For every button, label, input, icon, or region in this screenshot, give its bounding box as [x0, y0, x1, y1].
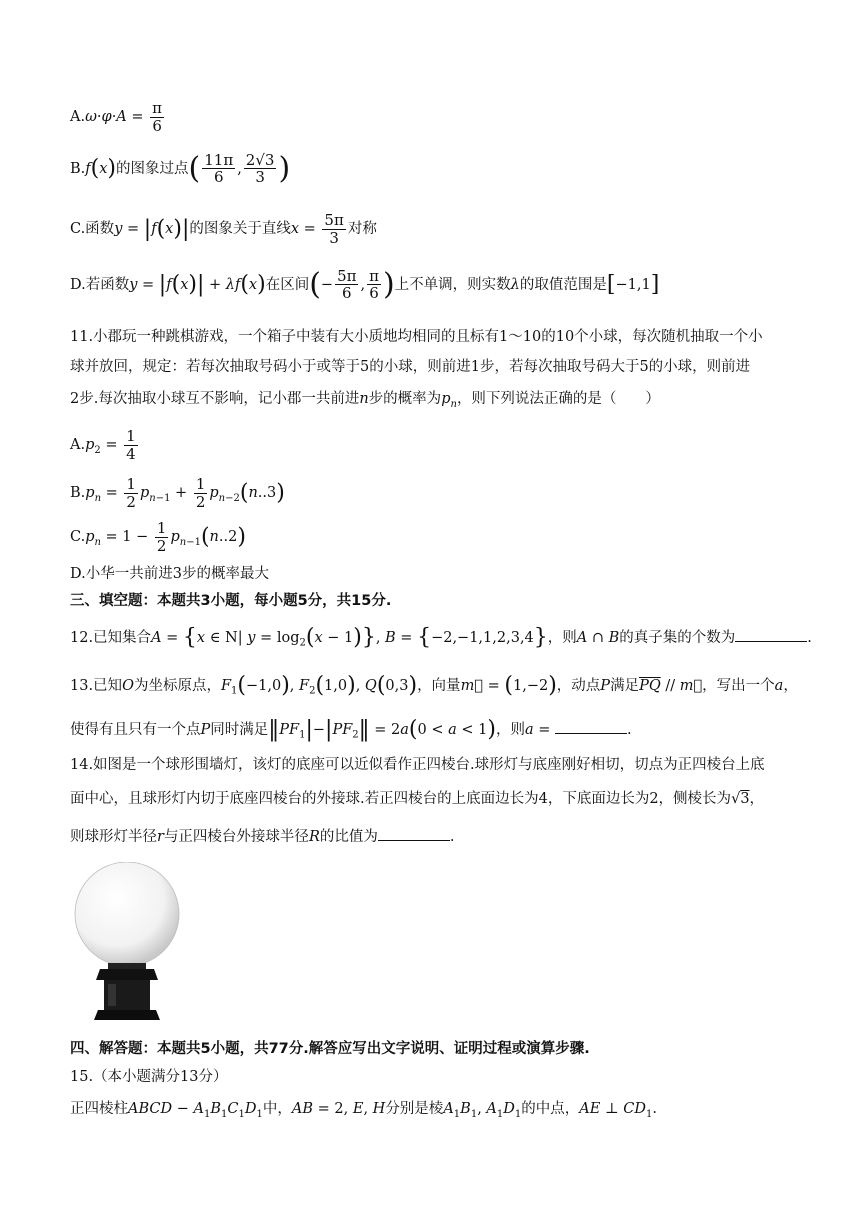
q10-option-c: C.函数y = |f(x)|的图象关于直线x = $\frac{5\pi}{3}$ 对称: [70, 211, 377, 247]
q10-option-b: B.f(x)的图象过点( $\frac{11\pi}{6}$ , $\frac{2√3}{3}$ ): [70, 150, 291, 187]
answer-blank: [735, 640, 807, 642]
q11-line-3: 2步.每次抽取小球互不影响，记小郡一共前进n步的概率为$p_n$，则下列说法正确的是（ ）: [70, 391, 660, 410]
q14-line-3: 则球形灯半径r与正四棱台外接球半径R的比值为 .: [70, 829, 455, 845]
q15-line-1: 正四棱柱ABCD − $A_1B_1C_1D_1$中，AB = 2, E, H分别是棱$A_1B_1$, $A_1D_1$的中点，AE ⊥ $CD_1$.: [70, 1101, 657, 1120]
section-4-heading: 四、解答题：本题共5小题，共77分.解答应写出文字说明、证明过程或演算步骤.: [70, 1041, 590, 1057]
q10-option-a: A.ω·φ·A = $\frac{\pi}{6}$: [70, 99, 163, 135]
q15-header: 15.（本小题满分13分）: [70, 1069, 228, 1085]
globe-lamp-figure: [70, 862, 190, 1022]
q11-line-1: 11.小郡玩一种跳棋游戏，一个箱子中装有大小质地均相同的且标有1～10的10个小球，每次随机抽取一个小: [70, 329, 763, 345]
q11-line-2: 球并放回，规定：若每次抽取号码小于或等于5的小球，则前进1步，若每次抽取号码大于5的小球，则前进: [70, 359, 751, 375]
q14-line-1: 14.如图是一个球形围墙灯，该灯的底座可以近似看作正四棱台.球形灯与底座刚好相切，切点为正四棱台上底: [70, 757, 765, 773]
q13-line-2: 使得有且只有一个点P同时满足$‖PF_1|-|PF_2‖ = 2a(0 < a < 1)$，则a = .: [70, 717, 632, 742]
q11-option-c: $C.p_n = 1$ − $\frac{1}{2}$ $p_{n-1}(n..2)$: [70, 519, 246, 555]
fraction: $\frac{\pi}{6}$: [152, 99, 163, 135]
answer-blank: [555, 732, 627, 734]
q12: 12.已知集合A = {x ∈ N| $y = \log_2(x - 1)$}, B = {−2,−1,1,2,3,4}，则A ∩ B的真子集的个数为 .: [70, 625, 812, 650]
q10-option-d: D.若函数y = |f(x)| + λf(x)在区间(− $\frac{5\pi}{6}$ , $\frac{\pi}{6}$ )上不单调，则实数λ的取值范围是[−1,1]: [70, 266, 660, 303]
q14-line-2: 面中心，且球形灯内切于底座四棱台的外接球.若正四棱台的上底面边长为4，下底面边长为2，侧棱长为√3，: [70, 791, 765, 807]
q11-option-a: $A.p_2$ = $\frac{1}{4}$: [70, 427, 136, 463]
answer-blank: [378, 839, 450, 841]
q11-option-d: D.小华一共前进3步的概率最大: [70, 566, 269, 582]
section-3-heading: 三、填空题：本题共3小题，每小题5分，共15分.: [70, 593, 392, 609]
q13-line-1: 13.已知O为坐标原点，$F_1(-1,0)$, $F_2(1,0)$, Q(0,3)，向量m⃗ = (1,−2)，动点P满足$\overline{PQ}$ // m⃗，写出一个a，: [70, 673, 798, 698]
q11-option-b: $B.p_n$ = $\frac{1}{2}$ $p_{n-1}$ + $\frac{1}{2}$ $p_{n-2}(n..3)$: [70, 475, 285, 511]
option-label: A.: [70, 109, 86, 125]
